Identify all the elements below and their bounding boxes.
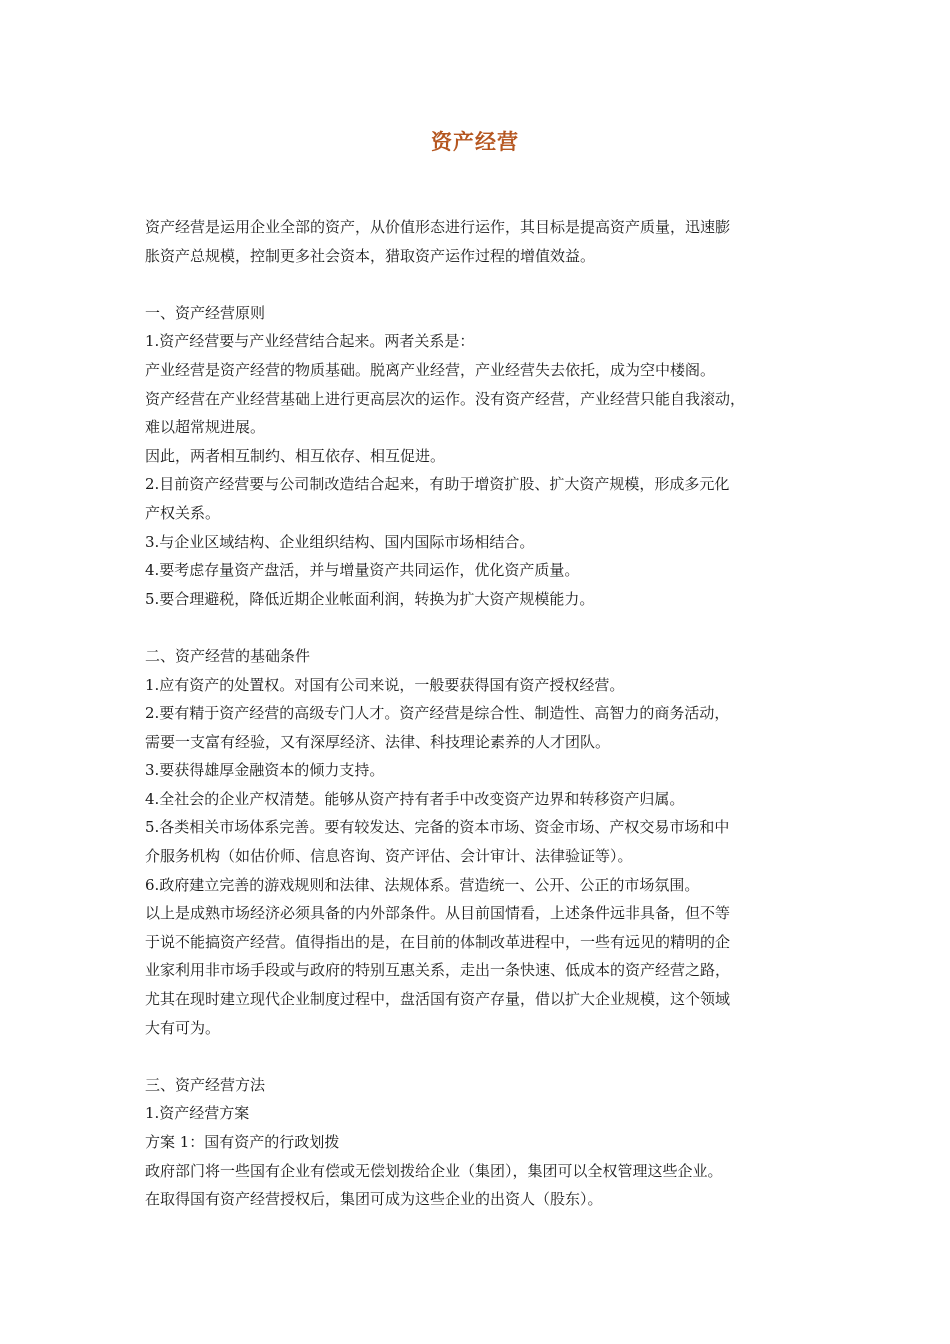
section-heading: 三、资产经营方法	[145, 1075, 266, 1094]
section-line: 1.资产经营要与产业经营结合起来。两者关系是：	[145, 332, 475, 351]
paragraph-spacer	[145, 613, 825, 642]
intro-line: 资产经营是运用企业全部的资产，从价值形态进行运作，其目标是提高资产质量，迅速膨	[145, 218, 731, 236]
section-line: 2.要有精于资产经营的高级专门人才。资产经营是综合性、制造性、高智力的商务活动，	[145, 704, 730, 723]
section-line: 大有可为。	[145, 1018, 221, 1037]
section-line: 5.各类相关市场体系完善。要有较发达、完备的资本市场、资金市场、产权交易市场和中	[145, 818, 730, 837]
section-line: 5.要合理避税，降低近期企业帐面利润，转换为扩大资产规模能力。	[145, 589, 595, 608]
section-line: 于说不能搞资产经营。值得指出的是，在目前的体制改革进程中，一些有远见的精明的企	[145, 932, 731, 951]
section-line: 因此，两者相互制约、相互依存、相互促进。	[145, 446, 446, 465]
section-heading: 一、资产经营原则	[145, 303, 266, 322]
paragraph-spacer	[145, 270, 825, 299]
section-line: 介服务机构（如估价师、信息咨询、资产评估、会计审计、法律验证等）。	[145, 847, 633, 866]
section-line: 4.全社会的企业产权清楚。能够从资产持有者手中改变资产边界和转移资产归属。	[145, 789, 685, 808]
section-line: 需要一支富有经验，又有深厚经济、法律、科技理论素养的人才团队。	[145, 732, 611, 751]
section-heading: 二、资产经营的基础条件	[145, 646, 311, 665]
section-line: 1.资产经营方案	[145, 1104, 250, 1123]
section-line: 3.要获得雄厚金融资本的倾力支持。	[145, 761, 385, 780]
section-line: 1.应有资产的处置权。对国有公司来说，一般要获得国有资产授权经营。	[145, 675, 625, 694]
document-body	[145, 213, 825, 1214]
document-title: 资产经营	[431, 129, 519, 154]
section-line: 在取得国有资产经营授权后，集团可成为这些企业的出资人（股东）。	[145, 1190, 603, 1209]
section-line: 4.要考虑存量资产盘活，并与增量资产共同运作，优化资产质量。	[145, 561, 580, 580]
section-line: 业家利用非市场手段或与政府的特别互惠关系，走出一条快速、低成本的资产经营之路，	[145, 961, 731, 980]
section-line: 2.目前资产经营要与公司制改造结合起来，有助于增资扩股、扩大资产规模，形成多元化	[145, 475, 730, 494]
section-line: 政府部门将一些国有企业有偿或无偿划拨给企业（集团），集团可以全权管理这些企业。	[145, 1161, 723, 1180]
section-line: 产权关系。	[145, 503, 221, 522]
section-line: 尤其在现时建立现代企业制度过程中，盘活国有资产存量，借以扩大企业规模，这个领域	[145, 990, 731, 1009]
paragraph-spacer	[145, 1042, 825, 1071]
section-line: 资产经营在产业经营基础上进行更高层次的运作。没有资产经营，产业经营只能自我滚动，	[145, 389, 746, 408]
section-line: 产业经营是资产经营的物质基础。脱离产业经营，产业经营失去依托，成为空中楼阁。	[145, 360, 716, 379]
section-line: 难以超常规进展。	[145, 418, 266, 437]
section-line: 3.与企业区域结构、企业组织结构、国内国际市场相结合。	[145, 532, 535, 551]
section-line: 以上是成熟市场经济必须具备的内外部条件。从目前国情看，上述条件远非具备，但不等	[145, 904, 731, 923]
intro-line: 胀资产总规模，控制更多社会资本，猎取资产运作过程的增值效益。	[145, 246, 596, 265]
section-line: 方案 1：国有资产的行政划拨	[145, 1133, 340, 1151]
section-line: 6.政府建立完善的游戏规则和法律、法规体系。营造统一、公开、公正的市场氛围。	[145, 875, 700, 894]
